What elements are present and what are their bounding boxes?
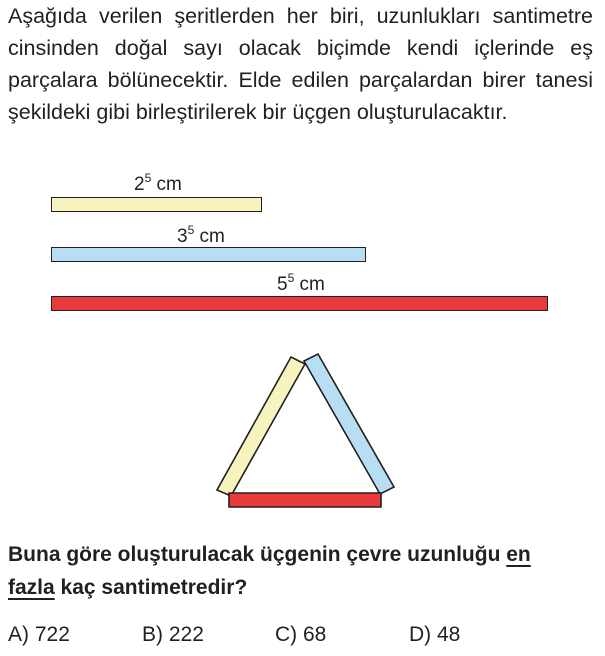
- strip-2-exponent: 5: [187, 223, 195, 237]
- prompt-text-before: Buna göre oluşturulacak üçgenin çevre uzunluğu: [8, 543, 507, 566]
- question-text: Aşağıda verilen şeritlerden her biri, uzunlukları santimetre cinsinden doğal sayı olacak biçimde kendi içlerinde eş parçalara bölünecektir. Elde edilen parçalardan birer tanesi şekildeki gibi birleştirilerek bir üçgen oluşturulacaktır.: [8, 4, 593, 124]
- choice-b[interactable]: B) 222: [142, 623, 204, 646]
- choice-d[interactable]: D) 48: [409, 623, 461, 646]
- strip-2-base: 3: [177, 226, 188, 247]
- strip-3-unit: cm: [299, 274, 325, 295]
- choice-a[interactable]: A) 722: [8, 623, 70, 646]
- choice-c[interactable]: C) 68: [275, 623, 327, 646]
- triangle-right-side: [304, 354, 394, 494]
- strip-2-unit: cm: [199, 226, 225, 247]
- prompt-emphasis-en: en: [506, 543, 531, 566]
- strip-3-exponent: 5: [287, 271, 295, 285]
- prompt-text-after: kaç santimetredir?: [54, 576, 248, 599]
- strip-1-unit: cm: [156, 174, 182, 195]
- strip-1-exponent: 5: [144, 171, 152, 185]
- prompt-emphasis-fazla: fazla: [8, 576, 55, 599]
- triangle-bottom-side: [229, 493, 381, 507]
- strip-3-base: 5: [277, 274, 288, 295]
- question-prompt: [8, 538, 598, 604]
- strip-1-base: 2: [134, 174, 145, 195]
- triangle-left-side: [217, 357, 305, 496]
